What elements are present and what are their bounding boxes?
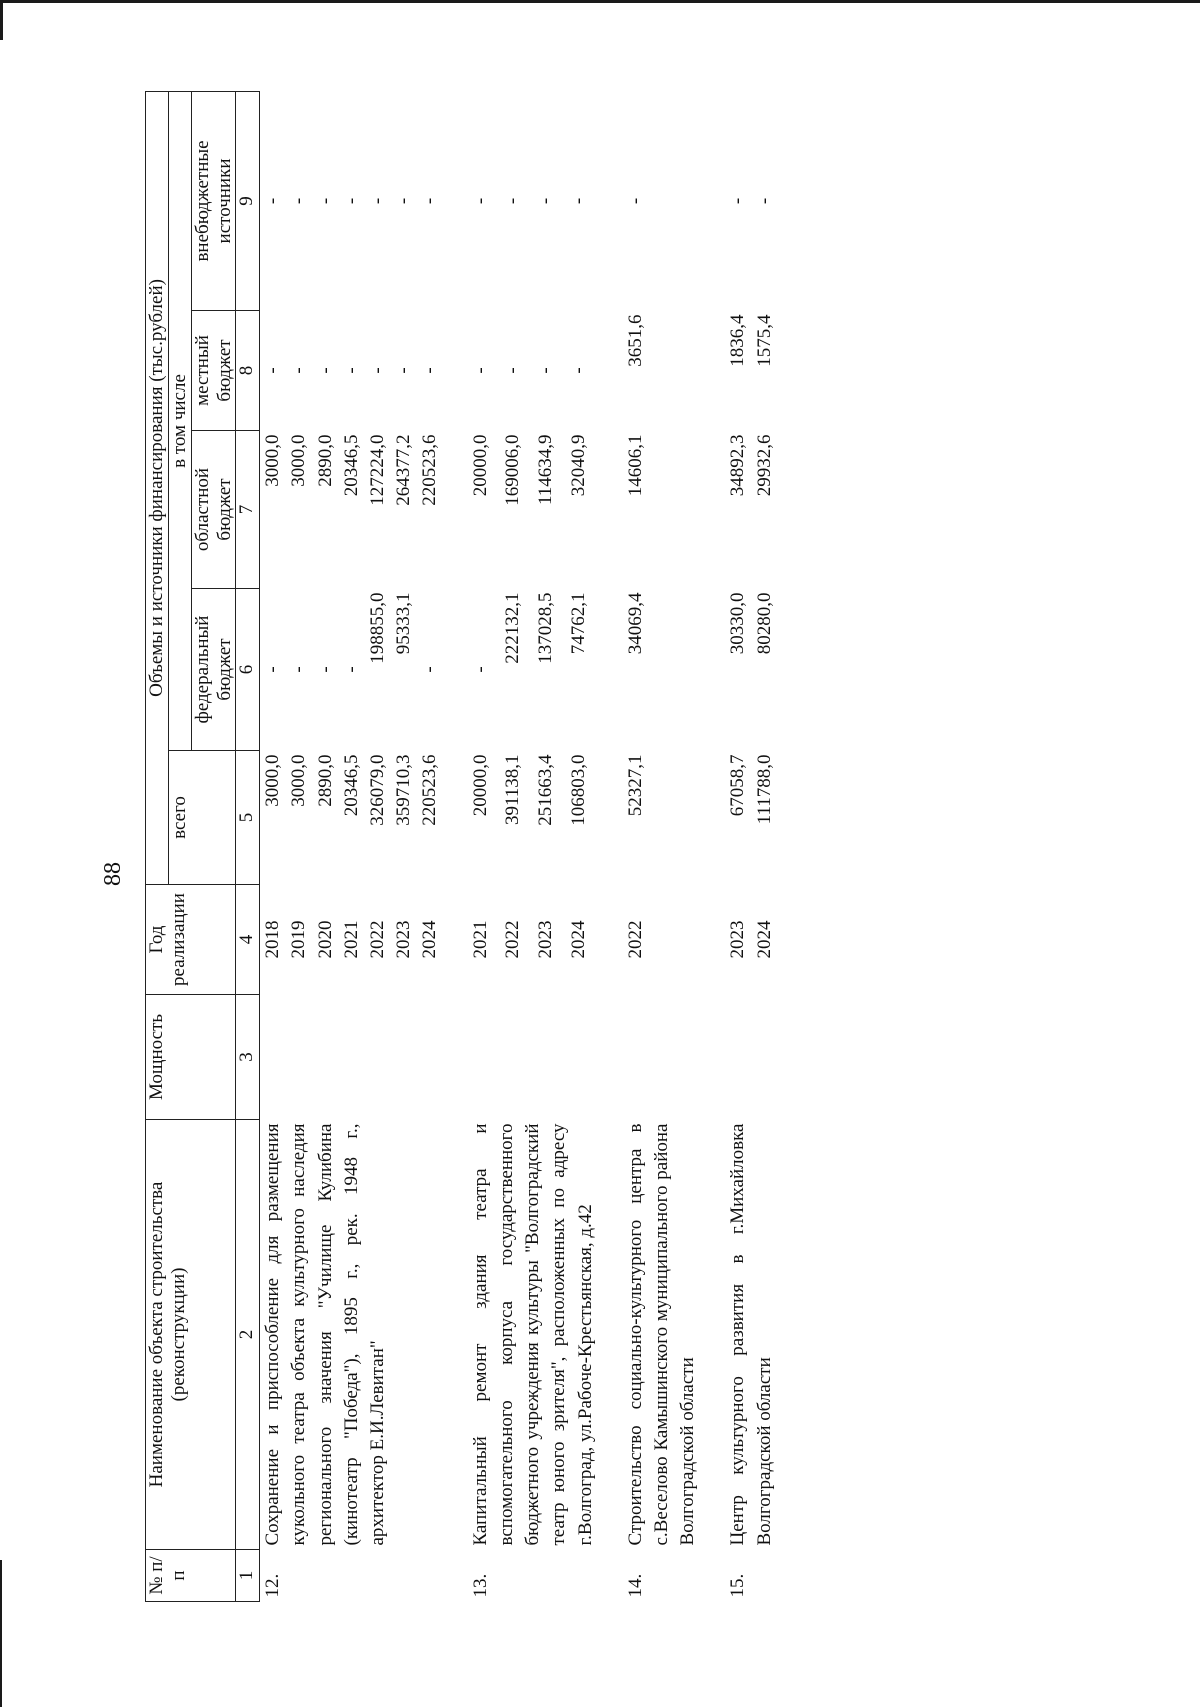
year-cell: 2022 — [367, 920, 389, 959]
local-cell: - — [502, 367, 524, 374]
federal-cell: 137028,5 — [535, 592, 557, 664]
row-spacer — [599, 91, 623, 1601]
year-cell: 2024 — [753, 920, 775, 959]
extra-cell: - — [502, 197, 524, 205]
local-cell: - — [367, 367, 389, 374]
year-cell: 2022 — [624, 920, 646, 959]
extra-cell: - — [419, 197, 441, 205]
local-cell: - — [393, 367, 415, 374]
object-number: 13. — [469, 1573, 491, 1598]
extra-cell: - — [624, 197, 646, 205]
object-number: 12. — [262, 1573, 284, 1598]
total-cell: 359710,3 — [393, 754, 415, 826]
object-name: Капитальный ремонт здания театра и вспомогательного корпуса государственного бюджетного учреждения культуры "Волгоградский театр юного зрителя", расположенных по адресу г.Волгоград, ул.Рабоче-Крестьянская, д.42 — [469, 1123, 596, 1546]
object-number: 14. — [624, 1573, 646, 1598]
federal-cell: 222132,1 — [502, 592, 524, 664]
local-cell: - — [314, 367, 336, 374]
row-spacer — [701, 91, 725, 1601]
table-body — [260, 91, 778, 1601]
regional-cell: 127224,0 — [367, 434, 389, 506]
table-row — [468, 91, 501, 1601]
funding-table — [145, 91, 778, 1602]
total-cell: 220523,6 — [419, 754, 441, 826]
year-cell: 2023 — [535, 920, 557, 959]
object-capacity — [725, 995, 777, 1120]
local-cell: 1575,4 — [753, 314, 775, 367]
year-cell: 2021 — [340, 920, 362, 959]
federal-cell: - — [419, 666, 441, 673]
header-funding: Объемы и источники финансирования (тыс.рублей) — [146, 91, 169, 884]
regional-cell: 3000,0 — [288, 434, 310, 487]
rotated-table-wrapper — [145, 92, 965, 1602]
object-number: 15. — [727, 1573, 749, 1598]
federal-cell: 34069,4 — [624, 592, 646, 655]
regional-cell: 3000,0 — [262, 434, 284, 487]
year-cell: 2024 — [568, 920, 589, 959]
table-header — [146, 91, 260, 1601]
total-cell: 111788,0 — [753, 754, 775, 825]
extra-cell: - — [288, 197, 310, 205]
object-capacity — [623, 995, 702, 1120]
local-cell: 1836,4 — [727, 314, 749, 367]
column-number-row — [236, 91, 260, 1601]
object-capacity — [468, 995, 599, 1120]
regional-cell: 32040,9 — [568, 434, 589, 497]
federal-cell: 74762,1 — [568, 592, 589, 655]
total-cell: 106803,0 — [568, 754, 589, 826]
page-number: 88 — [100, 862, 126, 886]
table-row — [260, 91, 287, 1601]
total-cell: 391138,1 — [502, 754, 524, 826]
header-including: в том числе — [168, 91, 191, 750]
header-name: Наименование объекта строительства (реконструкции) — [146, 1120, 236, 1550]
extra-cell: - — [535, 197, 557, 205]
federal-cell: 80280,0 — [753, 592, 775, 655]
col-number: 2 — [236, 1120, 260, 1550]
regional-cell: 20346,5 — [340, 434, 362, 497]
local-cell: - — [288, 367, 310, 374]
header-local: местный бюджет — [191, 311, 236, 431]
header-no: № п/п — [146, 1550, 236, 1602]
total-cell: 251663,4 — [535, 754, 557, 826]
header-capacity: Мощность — [146, 995, 236, 1120]
regional-cell: 2890,0 — [314, 434, 336, 487]
extra-cell: - — [393, 197, 415, 205]
row-spacer — [444, 91, 468, 1601]
federal-cell: 30330,0 — [727, 592, 749, 655]
scan-edge-left — [0, 0, 3, 40]
total-cell: 52327,1 — [624, 754, 646, 817]
year-cell: 2020 — [314, 920, 336, 959]
col-number: 9 — [236, 91, 260, 310]
header-year: Год реализации — [146, 885, 236, 995]
header-extra: внебюджетные источники — [191, 91, 236, 310]
federal-cell: - — [314, 666, 336, 673]
table-row — [725, 91, 751, 1601]
federal-cell: - — [288, 666, 310, 673]
header-federal: федеральный бюджет — [191, 589, 236, 751]
col-number: 6 — [236, 589, 260, 751]
regional-cell: 29932,6 — [753, 434, 775, 497]
local-cell: - — [340, 367, 362, 374]
local-cell: - — [568, 367, 589, 374]
local-cell: - — [535, 367, 557, 374]
header-total: всего — [168, 751, 236, 885]
regional-cell: 220523,6 — [419, 434, 441, 506]
extra-cell: - — [340, 197, 362, 205]
year-cell: 2019 — [288, 920, 310, 959]
year-cell: 2023 — [727, 920, 749, 959]
object-name: Строительство социально-культурного центра в с.Веселово Камышинского муниципального района Волгоградской области — [624, 1123, 699, 1546]
object-capacity — [260, 995, 444, 1120]
table-row — [623, 91, 702, 1601]
extra-cell: - — [367, 197, 389, 205]
total-cell: 3000,0 — [262, 754, 284, 807]
local-cell: 3651,6 — [624, 314, 646, 367]
extra-cell: - — [314, 197, 336, 205]
regional-cell: 169006,0 — [502, 434, 524, 506]
year-cell: 2024 — [419, 920, 441, 959]
extra-cell: - — [469, 197, 491, 205]
col-number: 5 — [236, 751, 260, 885]
total-cell: 2890,0 — [314, 754, 336, 807]
total-cell: 20000,0 — [469, 754, 491, 817]
regional-cell: 20000,0 — [469, 434, 491, 497]
scan-edge-top — [0, 0, 1200, 3]
federal-cell: 95333,1 — [393, 592, 415, 655]
col-number: 3 — [236, 995, 260, 1120]
regional-cell: 264377,2 — [393, 434, 415, 506]
year-cell: 2021 — [469, 920, 491, 959]
year-cell: 2022 — [502, 920, 524, 959]
federal-cell: - — [469, 666, 491, 673]
col-number: 4 — [236, 885, 260, 995]
extra-cell: - — [568, 197, 589, 205]
federal-cell: 198855,0 — [367, 592, 389, 664]
year-cell: 2018 — [262, 920, 284, 959]
header-regional: областной бюджет — [191, 431, 236, 589]
object-name: Сохранение и приспособление для размещения кукольного театра объекта культурного наследия регионального значения "Училище Кулибина (кинотеатр "Победа"), 1895 г., рек. 1948 г., архитектор Е.И.Левитан" — [262, 1123, 389, 1546]
col-number: 8 — [236, 311, 260, 431]
col-number: 7 — [236, 431, 260, 589]
total-cell: 326079,0 — [367, 754, 389, 826]
extra-cell: - — [727, 197, 749, 205]
object-name: Центр культурного развития в г.Михайловка Волгоградской области — [727, 1123, 775, 1546]
regional-cell: 114634,9 — [535, 434, 557, 506]
local-cell: - — [419, 367, 441, 374]
total-cell: 67058,7 — [727, 754, 749, 817]
scan-edge-left-lower — [0, 1560, 2, 1707]
total-cell: 3000,0 — [288, 754, 310, 807]
regional-cell: 34892,3 — [727, 434, 749, 497]
regional-cell: 14606,1 — [624, 434, 646, 497]
federal-cell: - — [262, 666, 284, 673]
extra-cell: - — [753, 197, 775, 205]
local-cell: - — [469, 367, 491, 374]
total-cell: 20346,5 — [340, 754, 362, 817]
col-number: 1 — [236, 1550, 260, 1602]
local-cell: - — [262, 367, 284, 374]
extra-cell: - — [262, 197, 284, 205]
federal-cell: - — [340, 666, 362, 673]
year-cell: 2023 — [393, 920, 415, 959]
